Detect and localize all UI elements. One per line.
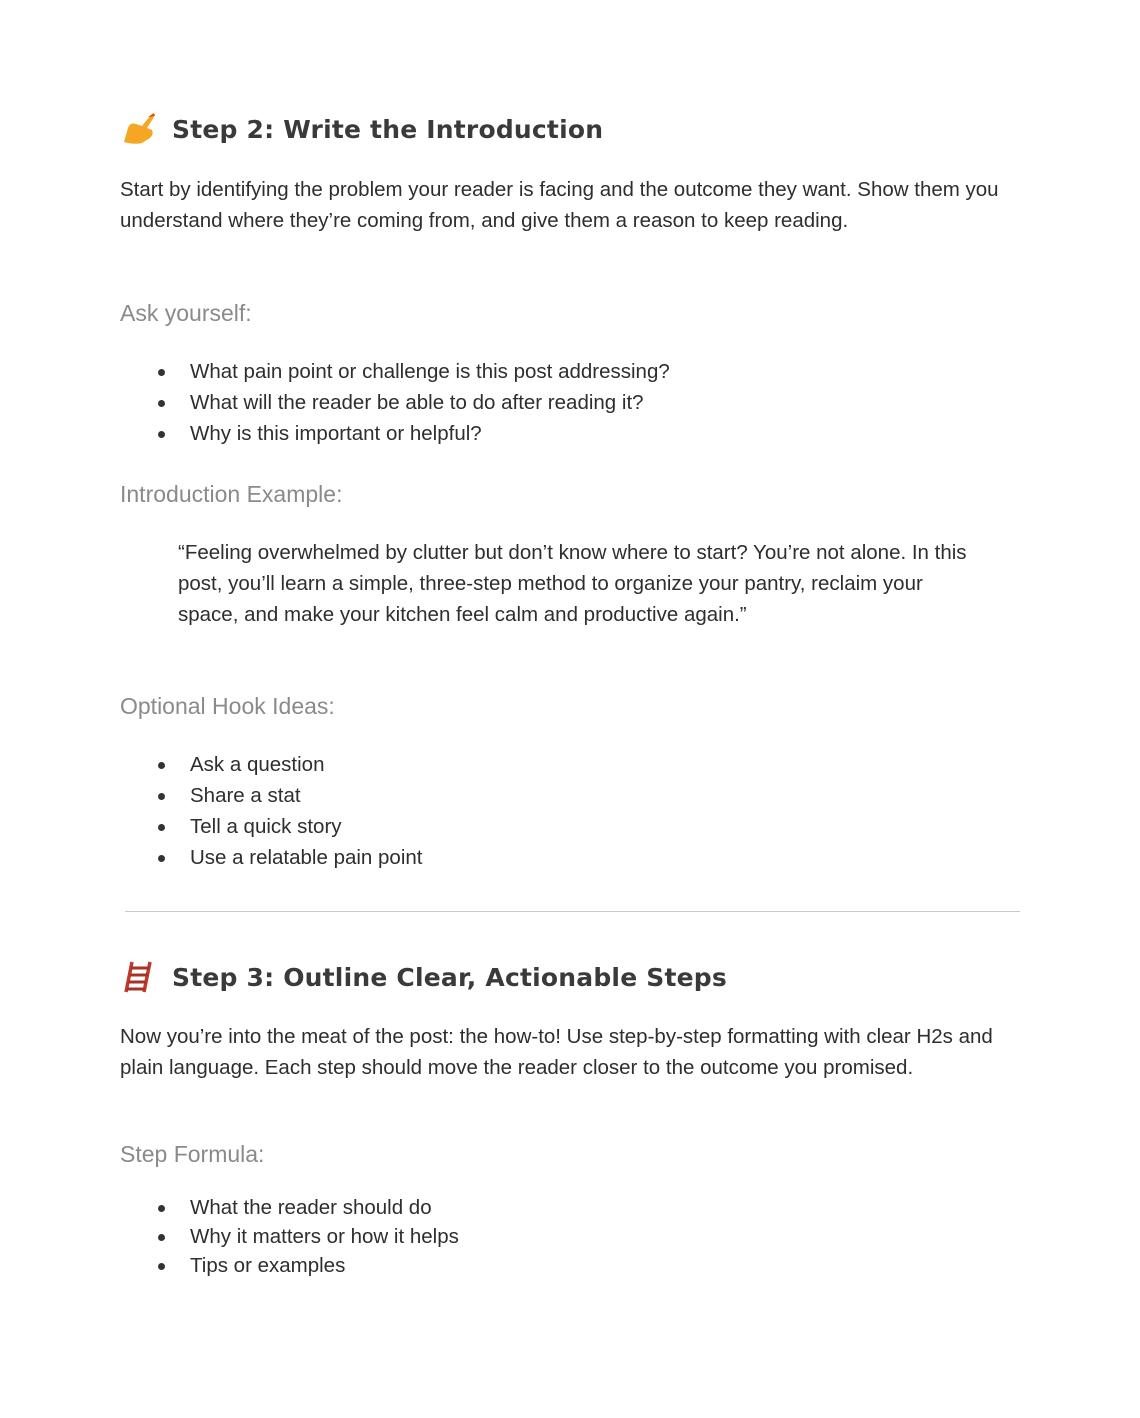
hook-ideas-list: [120, 749, 423, 873]
list-item: Ask a question: [156, 749, 423, 780]
introduction-example-heading: Introduction Example:: [120, 481, 343, 507]
step-3-title: Step 3: Outline Clear, Actionable Steps: [172, 962, 727, 992]
hook-ideas-heading: Optional Hook Ideas:: [120, 693, 335, 719]
ask-yourself-list: [120, 356, 670, 449]
step-3-heading: [120, 960, 727, 994]
ask-yourself-heading: Ask yourself:: [120, 300, 252, 326]
writing-hand-icon: [120, 112, 158, 146]
step-2-heading: [120, 112, 603, 146]
list-item: Why it matters or how it helps: [156, 1222, 459, 1251]
step-2-intro: Start by identifying the problem your reader is facing and the outcome they want. Show them you understand where they’re coming from, and give them a reason to keep reading.: [120, 178, 999, 232]
step-2-title: Step 2: Write the Introduction: [172, 114, 604, 144]
step-3-intro: Now you’re into the meat of the post: the how-to! Use step-by-step formatting with clear H2s and plain language. Each step should move the reader closer to the outcome you promised.: [120, 1025, 993, 1079]
list-item: Share a stat: [156, 780, 423, 811]
introduction-example-quote: “Feeling overwhelmed by clutter but don’t know where to start? You’re not alone. In this post, you’ll learn a simple, three-step method to organize your pantry, reclaim your space, and make your kitchen feel calm and productive again.”: [178, 541, 967, 626]
list-item: Tell a quick story: [156, 811, 423, 842]
list-item: What pain point or challenge is this post addressing?: [156, 356, 670, 387]
section-divider: [125, 911, 1020, 912]
step-formula-heading: Step Formula:: [120, 1141, 265, 1167]
list-item: Tips or examples: [156, 1251, 459, 1280]
list-item: Use a relatable pain point: [156, 842, 423, 873]
list-item: What the reader should do: [156, 1193, 459, 1222]
list-item: What will the reader be able to do after reading it?: [156, 387, 670, 418]
step-formula-list: [120, 1193, 459, 1280]
list-item: Why is this important or helpful?: [156, 418, 670, 449]
ladder-icon: [120, 960, 158, 994]
